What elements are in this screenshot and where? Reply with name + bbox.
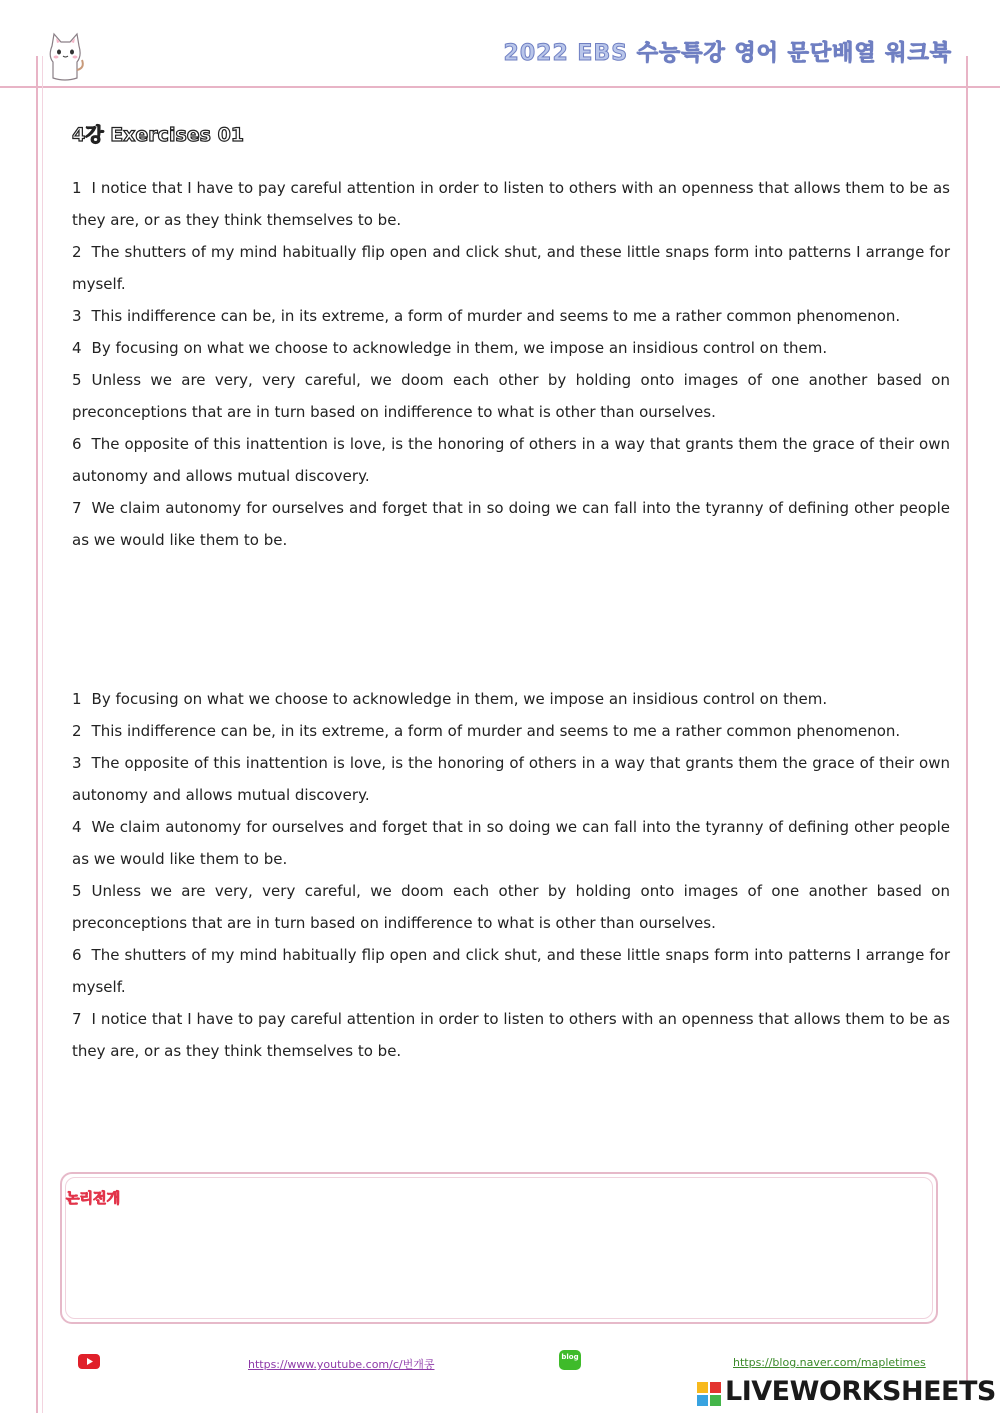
page-frame-right-line	[966, 56, 968, 1386]
sentence-list-original	[72, 172, 950, 556]
sentence-item	[72, 683, 950, 715]
sentence-text: We claim autonomy for ourselves and forget that in so doing we can fall into the tyranny of defining other people as we would like them to be.	[72, 499, 950, 549]
sentence-item	[72, 332, 950, 364]
sentence-number: 3	[72, 307, 82, 325]
sentence-text: We claim autonomy for ourselves and forget that in so doing we can fall into the tyranny of defining other people as we would like them to be.	[72, 818, 950, 868]
sentence-item	[72, 715, 950, 747]
sentence-item	[72, 939, 950, 1003]
sentence-text: The opposite of this inattention is love, is the honoring of others in a way that grants them the grace of their own autonomy and allows mutual discovery.	[72, 435, 950, 485]
sentence-text: Unless we are very, very careful, we doom each other by holding onto images of one another based on preconceptions that are in turn based on indifference to what is other than ourselves.	[72, 371, 950, 421]
page-frame-left-line	[36, 56, 38, 1413]
sentence-text: By focusing on what we choose to acknowledge in them, we impose an insidious control on them.	[91, 339, 828, 357]
sentence-item	[72, 1003, 950, 1067]
liveworksheets-logo-icon	[697, 1382, 721, 1406]
sentence-text: This indifference can be, in its extreme, a form of murder and seems to me a rather common phenomenon.	[91, 722, 901, 740]
sentence-item	[72, 300, 950, 332]
sentence-item	[72, 236, 950, 300]
sentence-number: 7	[72, 499, 82, 517]
page-frame-left-line-inner	[42, 56, 43, 1413]
section-title: 4강 Exercises 01	[72, 124, 245, 146]
sentence-text: The opposite of this inattention is love, is the honoring of others in a way that grants them the grace of their own autonomy and allows mutual discovery.	[72, 754, 950, 804]
sentence-number: 1	[72, 179, 82, 197]
sentence-item	[72, 492, 950, 556]
sentence-item	[72, 811, 950, 875]
sentence-number: 6	[72, 946, 82, 964]
blog-icon[interactable]: blog	[559, 1350, 581, 1370]
sentence-number: 2	[72, 722, 82, 740]
sentence-item	[72, 172, 950, 236]
sentence-text: The shutters of my mind habitually flip open and click shut, and these little snaps form into patterns I arrange for myself.	[72, 946, 950, 996]
sentence-number: 6	[72, 435, 82, 453]
sentence-item	[72, 428, 950, 492]
youtube-icon[interactable]	[78, 1354, 100, 1369]
memo-box-inner-border	[65, 1177, 933, 1319]
sentence-number: 1	[72, 690, 82, 708]
page-frame-top-line	[0, 86, 1000, 88]
sentence-number: 3	[72, 754, 82, 772]
sentence-number: 4	[72, 339, 82, 357]
worksheet-header-title: 2022 EBS 수능특강 영어 문단배열 워크북	[503, 41, 952, 66]
sentence-text: By focusing on what we choose to acknowledge in them, we impose an insidious control on them.	[91, 690, 828, 708]
memo-label: 논리전개	[66, 1191, 121, 1207]
sentence-text: Unless we are very, very careful, we doom each other by holding onto images of one another based on preconceptions that are in turn based on indifference to what is other than ourselves.	[72, 882, 950, 932]
sentence-number: 5	[72, 371, 82, 389]
cat-mascot-icon	[44, 32, 86, 82]
sentence-number: 2	[72, 243, 82, 261]
liveworksheets-wordmark: LIVEWORKSHEETS	[725, 1376, 996, 1407]
sentence-text: This indifference can be, in its extreme, a form of murder and seems to me a rather common phenomenon.	[91, 307, 901, 325]
sentence-item	[72, 364, 950, 428]
sentence-text: I notice that I have to pay careful attention in order to listen to others with an openness that allows them to be as they are, or as they think themselves to be.	[72, 179, 950, 229]
sentence-item	[72, 747, 950, 811]
youtube-channel-link[interactable]: https://www.youtube.com/c/번개콩	[248, 1358, 435, 1371]
logic-flow-memo-box[interactable]	[60, 1172, 938, 1324]
sentence-number: 4	[72, 818, 82, 836]
sentence-number: 7	[72, 1010, 82, 1028]
sentence-list-shuffled	[72, 683, 950, 1067]
sentence-item	[72, 875, 950, 939]
sentence-text: I notice that I have to pay careful attention in order to listen to others with an openness that allows them to be as they are, or as they think themselves to be.	[72, 1010, 950, 1060]
sentence-text: The shutters of my mind habitually flip open and click shut, and these little snaps form into patterns I arrange for myself.	[72, 243, 950, 293]
sentence-number: 5	[72, 882, 82, 900]
naver-blog-link[interactable]: https://blog.naver.com/mapletimes	[733, 1356, 926, 1369]
